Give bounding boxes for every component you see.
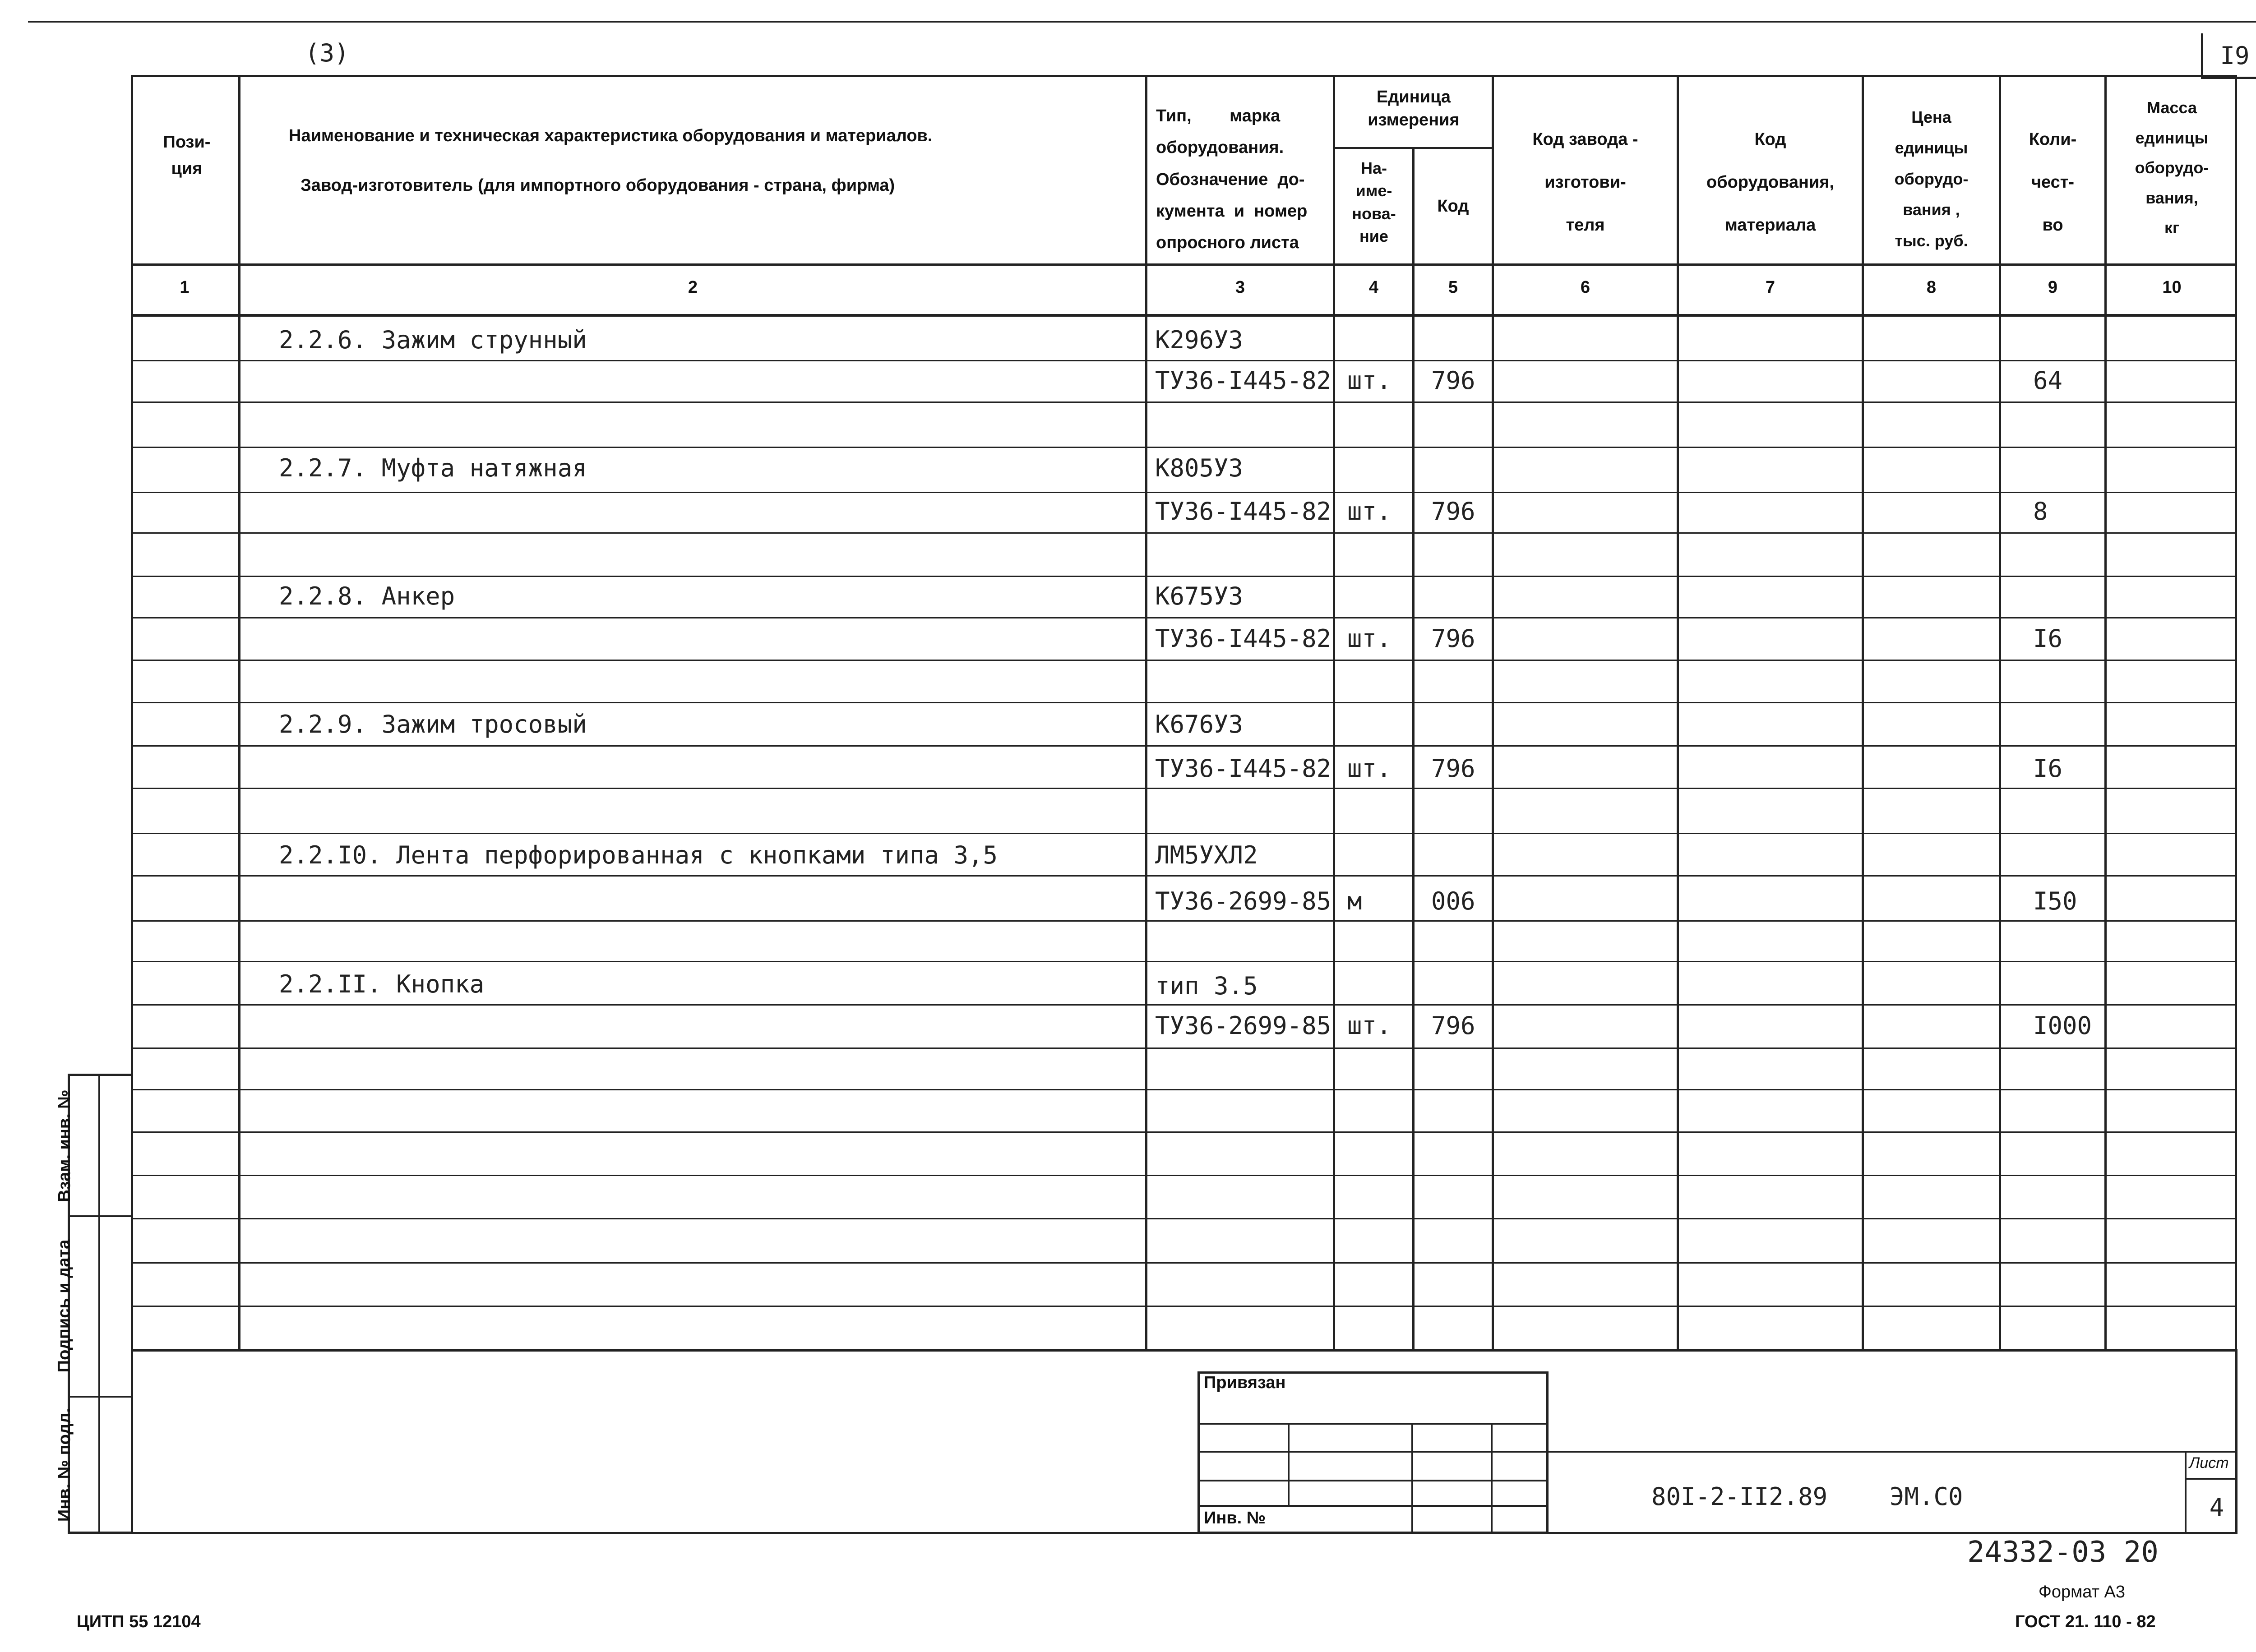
col-line-3	[1333, 75, 1335, 1352]
privyazan-line	[1197, 1480, 1549, 1481]
row-line	[131, 745, 2237, 747]
item-name: 2.2.8. Анкер	[279, 582, 455, 610]
item-unit: шт.	[1347, 624, 1392, 653]
designation-top-line	[1548, 1451, 2236, 1453]
item-quantity: I6	[2033, 754, 2063, 783]
side-stamp-divider	[98, 1074, 100, 1534]
list-box-line	[2185, 1451, 2187, 1534]
row-line	[131, 1262, 2237, 1264]
row-line	[131, 617, 2237, 618]
item-unit: шт.	[1347, 1011, 1392, 1040]
row-line	[131, 702, 2237, 703]
item-unit: шт.	[1347, 754, 1392, 783]
item-unit-code: 796	[1431, 497, 1475, 526]
row-line	[131, 660, 2237, 661]
item-name: 2.2.9. Зажим тросовый	[279, 710, 587, 738]
item-quantity: I000	[2033, 1011, 2092, 1040]
privyazan-col	[1288, 1423, 1290, 1505]
colnum-8: 8	[1926, 278, 1937, 297]
colnum-3: 3	[1235, 278, 1245, 297]
header-unit-name: На- име- нова- ние	[1352, 159, 1396, 246]
archive-number: 24332-03 20	[1967, 1536, 2159, 1569]
item-name: 2.2.6. Зажим струнный	[279, 326, 587, 354]
item-unit: м	[1347, 887, 1362, 915]
colnum-2: 2	[688, 278, 698, 297]
header-name-line1: Наименование и техническая характеристика оборудования и материалов.	[289, 126, 933, 145]
sheet-corner-number: I9	[2220, 42, 2250, 70]
item-type: К805У3	[1155, 454, 1244, 482]
item-unit-code: 796	[1431, 1011, 1475, 1040]
row-line	[131, 492, 2237, 493]
row-line	[131, 788, 2237, 789]
item-name: 2.2.7. Муфта натяжная	[279, 454, 587, 482]
colnum-bottom-line	[131, 314, 2237, 317]
privyazan-col	[1411, 1423, 1413, 1533]
privyazan-line	[1197, 1505, 1549, 1507]
header-price: Цена единицы оборудо- вания , тыс. руб.	[1894, 108, 1969, 250]
colnum-1: 1	[180, 278, 190, 297]
header-position: Пози- ция	[163, 133, 211, 178]
col-line-9	[2104, 75, 2107, 1352]
header-bottom-line	[131, 263, 2237, 266]
item-unit-code: 796	[1431, 366, 1475, 395]
colnum-4: 4	[1368, 278, 1379, 297]
item-quantity: I50	[2033, 887, 2077, 915]
item-unit-code: 796	[1431, 754, 1475, 783]
row-line	[131, 920, 2237, 922]
row-line	[131, 1218, 2237, 1219]
side-stamp-line	[68, 1396, 133, 1398]
item-type: ЛМ5УХЛ2	[1155, 841, 1258, 869]
item-type: К296У3	[1155, 326, 1244, 354]
bottom-frame-line	[131, 1532, 2238, 1534]
list-label: Лист	[2189, 1454, 2229, 1472]
item-name: 2.2.I0. Лента перфорированная с кнопками типа 3,5	[279, 841, 998, 869]
header-unit-group: Единица измерения	[1368, 88, 1460, 130]
item-doc: ТУ36-I445-82	[1155, 497, 1331, 526]
row-line	[131, 875, 2237, 877]
unit-group-line	[1333, 147, 1494, 149]
header-equipment-code: Код оборудования, материала	[1706, 130, 1835, 235]
bottom-frame-left	[131, 1349, 133, 1534]
row-line	[131, 1004, 2237, 1006]
ctip-label: ЦИТП 55 12104	[77, 1612, 201, 1631]
item-unit-code: 006	[1431, 887, 1475, 915]
header-type: Тип, марка оборудования. Обозначение до- кумента и номер опросного листа	[1156, 106, 1308, 253]
row-line	[131, 833, 2237, 834]
item-quantity: 8	[2033, 497, 2048, 526]
colnum-10: 10	[2162, 278, 2182, 297]
row-line	[131, 1131, 2237, 1133]
row-line	[131, 576, 2237, 577]
privyazan-col	[1491, 1423, 1493, 1533]
item-doc: ТУ36-I445-82	[1155, 624, 1331, 653]
privyazan-label: Привязан	[1204, 1373, 1286, 1392]
colnum-6: 6	[1580, 278, 1590, 297]
colnum-9: 9	[2048, 278, 2058, 297]
header-mass: Масса единицы оборудо- вания, кг	[2135, 98, 2209, 237]
row-line	[131, 360, 2237, 361]
item-doc: ТУ36-2699-85	[1155, 887, 1331, 915]
header-unit-code: Код	[1437, 197, 1469, 216]
inv-number-label: Инв. №	[1204, 1509, 1266, 1527]
sheet-corner-box	[2201, 33, 2256, 79]
col-line-5	[1492, 75, 1494, 1352]
side-podpis-label: Подпись и дата	[55, 1239, 74, 1373]
list-box-divider	[2185, 1478, 2237, 1480]
row-line	[131, 532, 2237, 534]
item-name: 2.2.II. Кнопка	[279, 970, 485, 998]
item-type: К676У3	[1155, 710, 1244, 738]
item-unit: шт.	[1347, 497, 1392, 526]
item-type: тип 3.5	[1155, 972, 1258, 1000]
col-line-1	[238, 75, 240, 1352]
sheet-mark: (3)	[305, 39, 349, 67]
row-line	[131, 961, 2237, 962]
format-label: Формат А3	[2039, 1583, 2126, 1601]
row-line	[131, 401, 2237, 403]
privyazan-line	[1197, 1451, 1549, 1453]
list-number: 4	[2209, 1493, 2224, 1522]
document-mark: ЭМ.С0	[1890, 1482, 1963, 1511]
row-line	[131, 1089, 2237, 1090]
col-line-2	[1145, 75, 1147, 1352]
item-quantity: I6	[2033, 624, 2063, 653]
item-doc: ТУ36-2699-85	[1155, 1011, 1331, 1040]
col-line-4	[1412, 149, 1415, 1352]
row-line	[131, 1047, 2237, 1049]
table-bottom-line	[131, 1349, 2237, 1351]
row-line	[131, 1306, 2237, 1307]
header-name-line2: Завод-изготовитель (для импортного оборудования - страна, фирма)	[300, 176, 895, 195]
side-vzam-label: Взам. инв. №	[55, 1089, 74, 1202]
colnum-5: 5	[1448, 278, 1458, 297]
col-line-6	[1677, 75, 1679, 1352]
col-line-8	[1999, 75, 2001, 1352]
gost-label: ГОСТ 21. 110 - 82	[2015, 1612, 2156, 1631]
item-quantity: 64	[2033, 366, 2063, 395]
item-type: К675У3	[1155, 582, 1244, 610]
privyazan-line	[1197, 1423, 1549, 1425]
col-line-7	[1862, 75, 1864, 1352]
colnum-7: 7	[1765, 278, 1775, 297]
row-line	[131, 447, 2237, 448]
item-doc: ТУ36-I445-82	[1155, 754, 1331, 783]
document-designation: 80I-2-II2.89	[1651, 1482, 1828, 1511]
row-line	[131, 1175, 2237, 1176]
header-factory-code: Код завода - изготови- теля	[1532, 130, 1638, 235]
item-unit-code: 796	[1431, 624, 1475, 653]
side-stamp-line	[68, 1215, 133, 1217]
top-border	[28, 21, 2256, 23]
item-unit: шт.	[1347, 366, 1392, 395]
item-doc: ТУ36-I445-82	[1155, 366, 1331, 395]
header-quantity: Коли- чест- во	[2029, 130, 2077, 235]
side-inv-podl-label: Инв. № подл.	[55, 1407, 74, 1522]
